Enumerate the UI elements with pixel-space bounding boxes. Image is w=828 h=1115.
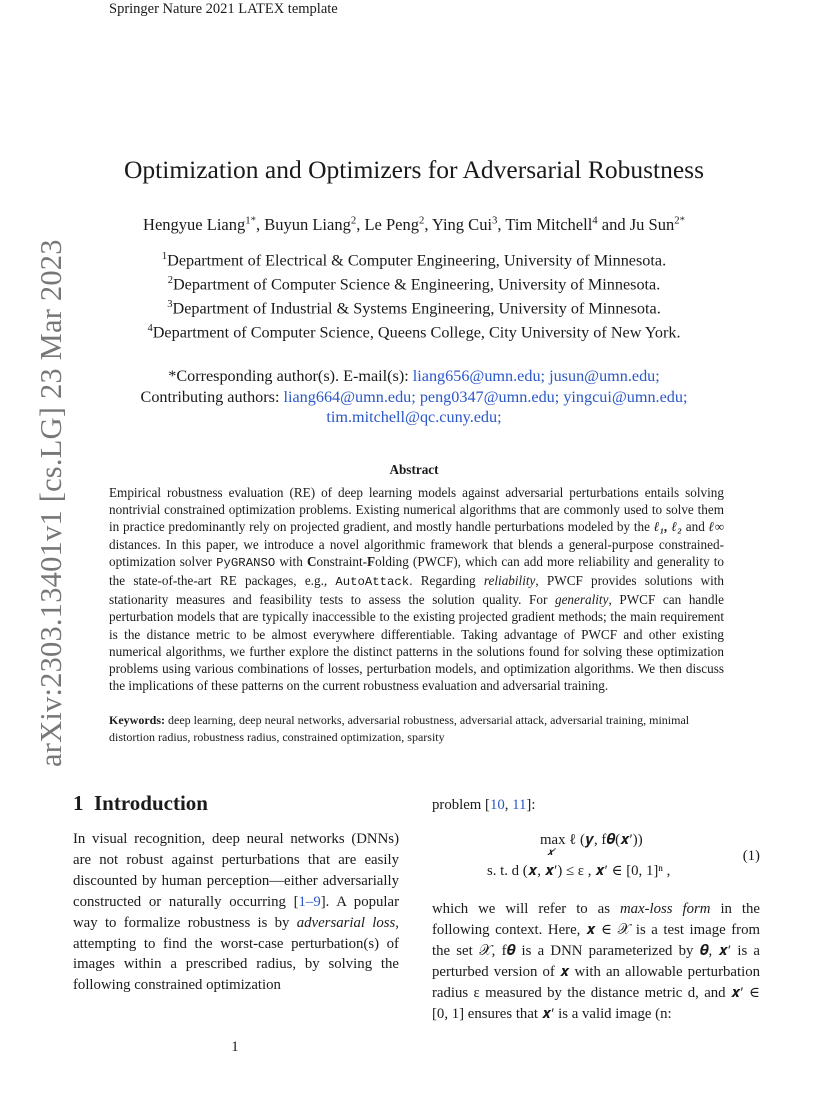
section-heading: 1 Introduction	[73, 791, 208, 815]
corresponding-line: *Corresponding author(s). E-mail(s): liang656@umn.edu; jusun@umn.edu;	[168, 367, 660, 385]
intro-right-column: which we will refer to as max-loss form in the following context. Here, 𝒙 ∈ 𝒳 is a test image from the set 𝒳, f𝜽 is a DNN parameterized by 𝜽, 𝒙′ is a perturbed version of 𝒙 with an allowable perturbation radius ε measured by the distance metric d, and 𝒙′ ∈ [0, 1] ensures that 𝒙′ is a valid image (n:	[432, 901, 760, 1022]
author: Hengyue Liang$^{1*}$,	[143, 214, 265, 234]
author: Buyun Liang$^2$,	[264, 214, 365, 234]
equation-objective: max ℓ (𝒚, f𝜽(𝒙′))	[540, 832, 643, 848]
abstract-body: Empirical robustness evaluation (RE) of deep learning models against adversarial perturbations entails solving nontrivial constrained optimization problems. Existing numerical algorithms that are commonly used to solve them in practice predominantly rely on projected gradient, and mostly handle perturbations modeled by the ℓ₁, ℓ₂ and ℓ∞ distances. In this paper, we introduce a novel algorithmic framework that blends a general-purpose constrained-optimization solver PyGRANSO with Constraint-Folding (PWCF), which can add more reliability and generality to the state-of-the-art RE packages, e.g., AutoAttack. Regarding reliability, PWCF provides solutions with stationarity measures and feasibility tests to assess the solution quality. For generality, PWCF can handle perturbation models that are typically inaccessible to the existing projected gradient methods; the main requirement is the distance metric to be almost everywhere differentiable. Taking advantage of PWCF and other existing numerical algorithms, we further explore the distinct patterns in the solutions found for solving these optimization problems using various combinations of losses, perturbation models, and optimization algorithms. We then discuss the implications of these patterns on the current robustness evaluation and adversarial training.	[109, 485, 724, 694]
contact-emails	[0, 366, 828, 428]
equation-constraint: s. t. d (𝒙, 𝒙′) ≤ ε , 𝒙′ ∈ [0, 1]ⁿ ,	[487, 863, 671, 879]
paper-title: Optimization and Optimizers for Adversarial Robustness	[123, 155, 704, 184]
equation-1	[432, 830, 760, 890]
author: Tim Mitchell$^4$ and	[505, 214, 630, 234]
author: Ju Sun$^{2*}$	[629, 214, 685, 234]
arxiv-identifier[interactable]: arXiv:2303.13401v1 [cs.LG] 23 Mar 2023	[34, 239, 68, 767]
affiliation: $^4$Department of Computer Science, Queens College, City University of New York.	[147, 322, 681, 342]
abstract-heading: Abstract	[389, 462, 439, 477]
equation-subscript: 𝒙′	[547, 847, 556, 858]
affiliation: $^3$Department of Industrial & Systems Engineering, University of Minnesota.	[167, 298, 661, 318]
email-link[interactable]: liang664@umn.edu;	[283, 387, 416, 406]
email-link[interactable]: peng0347@umn.edu;	[419, 387, 560, 406]
email-link[interactable]: tim.mitchell@qc.cuny.edu;	[326, 408, 502, 426]
author: Le Peng$^2$,	[364, 214, 432, 234]
author: Ying Cui$^3$,	[431, 214, 506, 234]
running-header: Springer Nature 2021 LATEX template	[109, 1, 338, 17]
citation-link[interactable]: 1–9	[298, 893, 321, 910]
email-link[interactable]: jusun@umn.edu;	[549, 367, 660, 385]
author-list	[0, 214, 828, 235]
contributing-line: Contributing authors: liang664@umn.edu; peng0347@umn.edu; yingcui@umn.edu;	[140, 387, 688, 406]
citation-link[interactable]: 10	[489, 797, 505, 813]
contributing-line-2	[0, 407, 828, 428]
intro-right-lead: problem [10, 11]:	[432, 797, 536, 813]
email-link[interactable]: liang656@umn.edu;	[412, 367, 546, 385]
citation-link[interactable]: 11	[512, 797, 527, 813]
intro-left-column: In visual recognition, deep neural networks (DNNs) are not robust against perturbations that are easily discounted by human perception—either adversarially constructed or naturally occurring [1–9]. A popular way to formalize robustness is by adversarial loss, attempting to find the worst-case perturbation(s) of images within a prescribed radius, by solving the following constrained optimization	[73, 831, 400, 994]
email-link[interactable]: yingcui@umn.edu;	[563, 387, 688, 406]
affiliation: $^2$Department of Computer Science & Engineering, University of Minnesota.	[167, 274, 661, 294]
page-number: 1	[231, 1039, 239, 1055]
keywords: Keywords: deep learning, deep neural networks, adversarial robustness, adversarial attack, adversarial training, minimal distortion radius, robustness radius, constrained optimization, sparsity	[109, 713, 690, 744]
affiliations	[0, 247, 828, 343]
equation-number: (1)	[742, 848, 760, 864]
affiliation: $^1$Department of Electrical & Computer Engineering, University of Minnesota.	[161, 251, 667, 270]
